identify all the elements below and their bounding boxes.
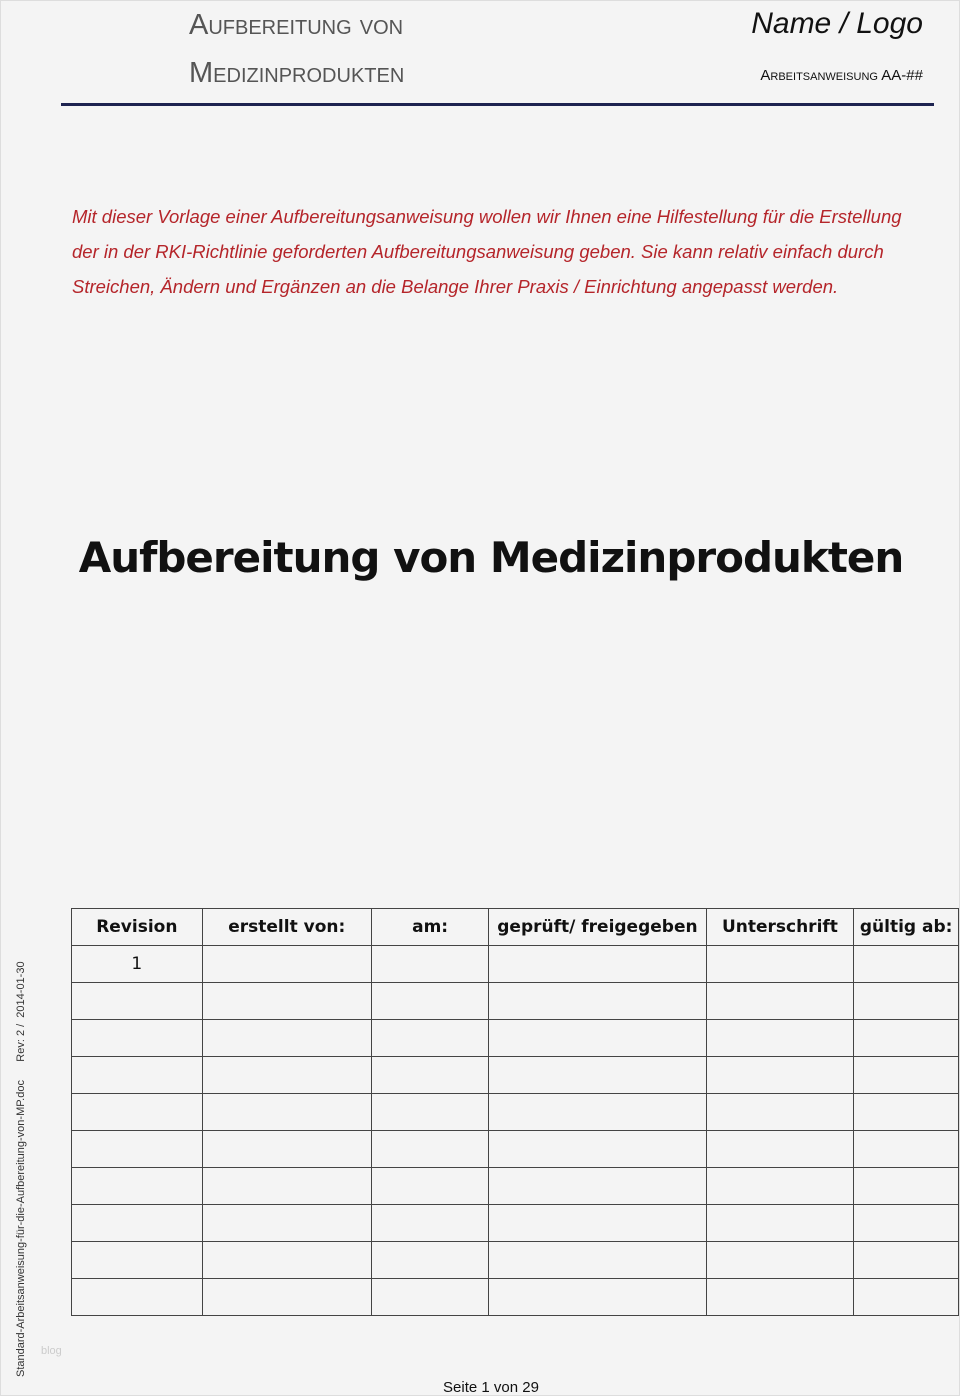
table-cell (371, 1020, 488, 1057)
table-cell (371, 1242, 488, 1279)
table-cell (202, 1020, 371, 1057)
table-cell (72, 1020, 203, 1057)
table-cell (72, 1057, 203, 1094)
table-cell (202, 1168, 371, 1205)
table-row (72, 1242, 959, 1279)
table-cell (202, 1094, 371, 1131)
table-cell (371, 1279, 488, 1316)
table-cell (489, 1205, 706, 1242)
col-approved: geprüft/ freigegeben (489, 909, 706, 946)
revision-table (71, 908, 959, 1316)
table-cell (489, 1168, 706, 1205)
name-logo: Name / Logo (751, 7, 923, 40)
col-valid-from: gültig ab: (854, 909, 959, 946)
table-cell (706, 1168, 854, 1205)
col-created-by: erstellt von: (202, 909, 371, 946)
table-cell (72, 1168, 203, 1205)
table-cell (202, 1279, 371, 1316)
col-date: am: (371, 909, 488, 946)
watermark: blog (41, 1345, 62, 1357)
table-cell (202, 983, 371, 1020)
header-title (189, 1, 404, 97)
table-cell (72, 1131, 203, 1168)
table-cell (706, 1020, 854, 1057)
table-cell (706, 1057, 854, 1094)
table-row (72, 946, 959, 983)
table-cell (371, 983, 488, 1020)
table-cell (72, 1242, 203, 1279)
table-row (72, 1205, 959, 1242)
table-cell (371, 1205, 488, 1242)
table-cell (854, 983, 959, 1020)
table-cell (706, 1205, 854, 1242)
table-cell (706, 1094, 854, 1131)
table-row (72, 1020, 959, 1057)
table-cell (371, 1094, 488, 1131)
table-cell (854, 1057, 959, 1094)
table-cell (202, 1205, 371, 1242)
table-cell (72, 1279, 203, 1316)
table-cell (489, 1094, 706, 1131)
table-cell (371, 1057, 488, 1094)
table-cell (489, 1057, 706, 1094)
main-title: Aufbereitung von Medizinprodukten (78, 533, 904, 582)
table-header-row (72, 909, 959, 946)
table-cell (854, 1279, 959, 1316)
table-cell (489, 1131, 706, 1168)
table-cell (489, 1242, 706, 1279)
table-cell (706, 983, 854, 1020)
title-line-2: Medizinprodukten (189, 57, 405, 89)
table-row (72, 1168, 959, 1205)
table-cell (72, 983, 203, 1020)
page-number: Seite 1 von 29 (443, 1379, 539, 1396)
intro-text: Mit dieser Vorlage einer Aufbereitungsanweisung wollen wir Ihnen eine Hilfestellung für die Erstellung der in der RKI-Richtlinie geforderten Aufbereitungsanweisung geben. Sie kann relativ einfach durch Streichen, Ändern und Ergänzen an die Belange Ihrer Praxis / Einrichtung angepasst werden. (72, 206, 902, 297)
side-file-info: Standard-Arbeitsanweisung-für-die-Aufbereitung-von-MP.doc Rev: 2 / 2014-01-30 (15, 961, 27, 1377)
doc-id: Arbeitsanweisung AA-## (760, 67, 923, 84)
table-cell (489, 983, 706, 1020)
table-cell (202, 1242, 371, 1279)
table-cell (854, 1168, 959, 1205)
table-row (72, 1131, 959, 1168)
col-revision: Revision (72, 909, 203, 946)
table-cell (371, 1131, 488, 1168)
table-cell (489, 1279, 706, 1316)
title-line-1: Aufbereitung von (189, 9, 404, 41)
col-signature: Unterschrift (706, 909, 854, 946)
table-row (72, 1279, 959, 1316)
table-cell (706, 1242, 854, 1279)
table-cell (72, 1205, 203, 1242)
table-row (72, 983, 959, 1020)
table-cell (72, 1094, 203, 1131)
table-cell (854, 1242, 959, 1279)
table-cell (489, 1020, 706, 1057)
table-cell (706, 1279, 854, 1316)
table-cell (854, 1205, 959, 1242)
table-cell (706, 1131, 854, 1168)
revision-cell: 1 (72, 946, 203, 983)
table-row (72, 1057, 959, 1094)
table-cell (854, 1131, 959, 1168)
table-cell (854, 1020, 959, 1057)
table-cell (371, 1168, 488, 1205)
table-cell (202, 1131, 371, 1168)
header-divider (61, 103, 934, 106)
table-row (72, 1094, 959, 1131)
table-cell (202, 1057, 371, 1094)
table-cell (854, 1094, 959, 1131)
